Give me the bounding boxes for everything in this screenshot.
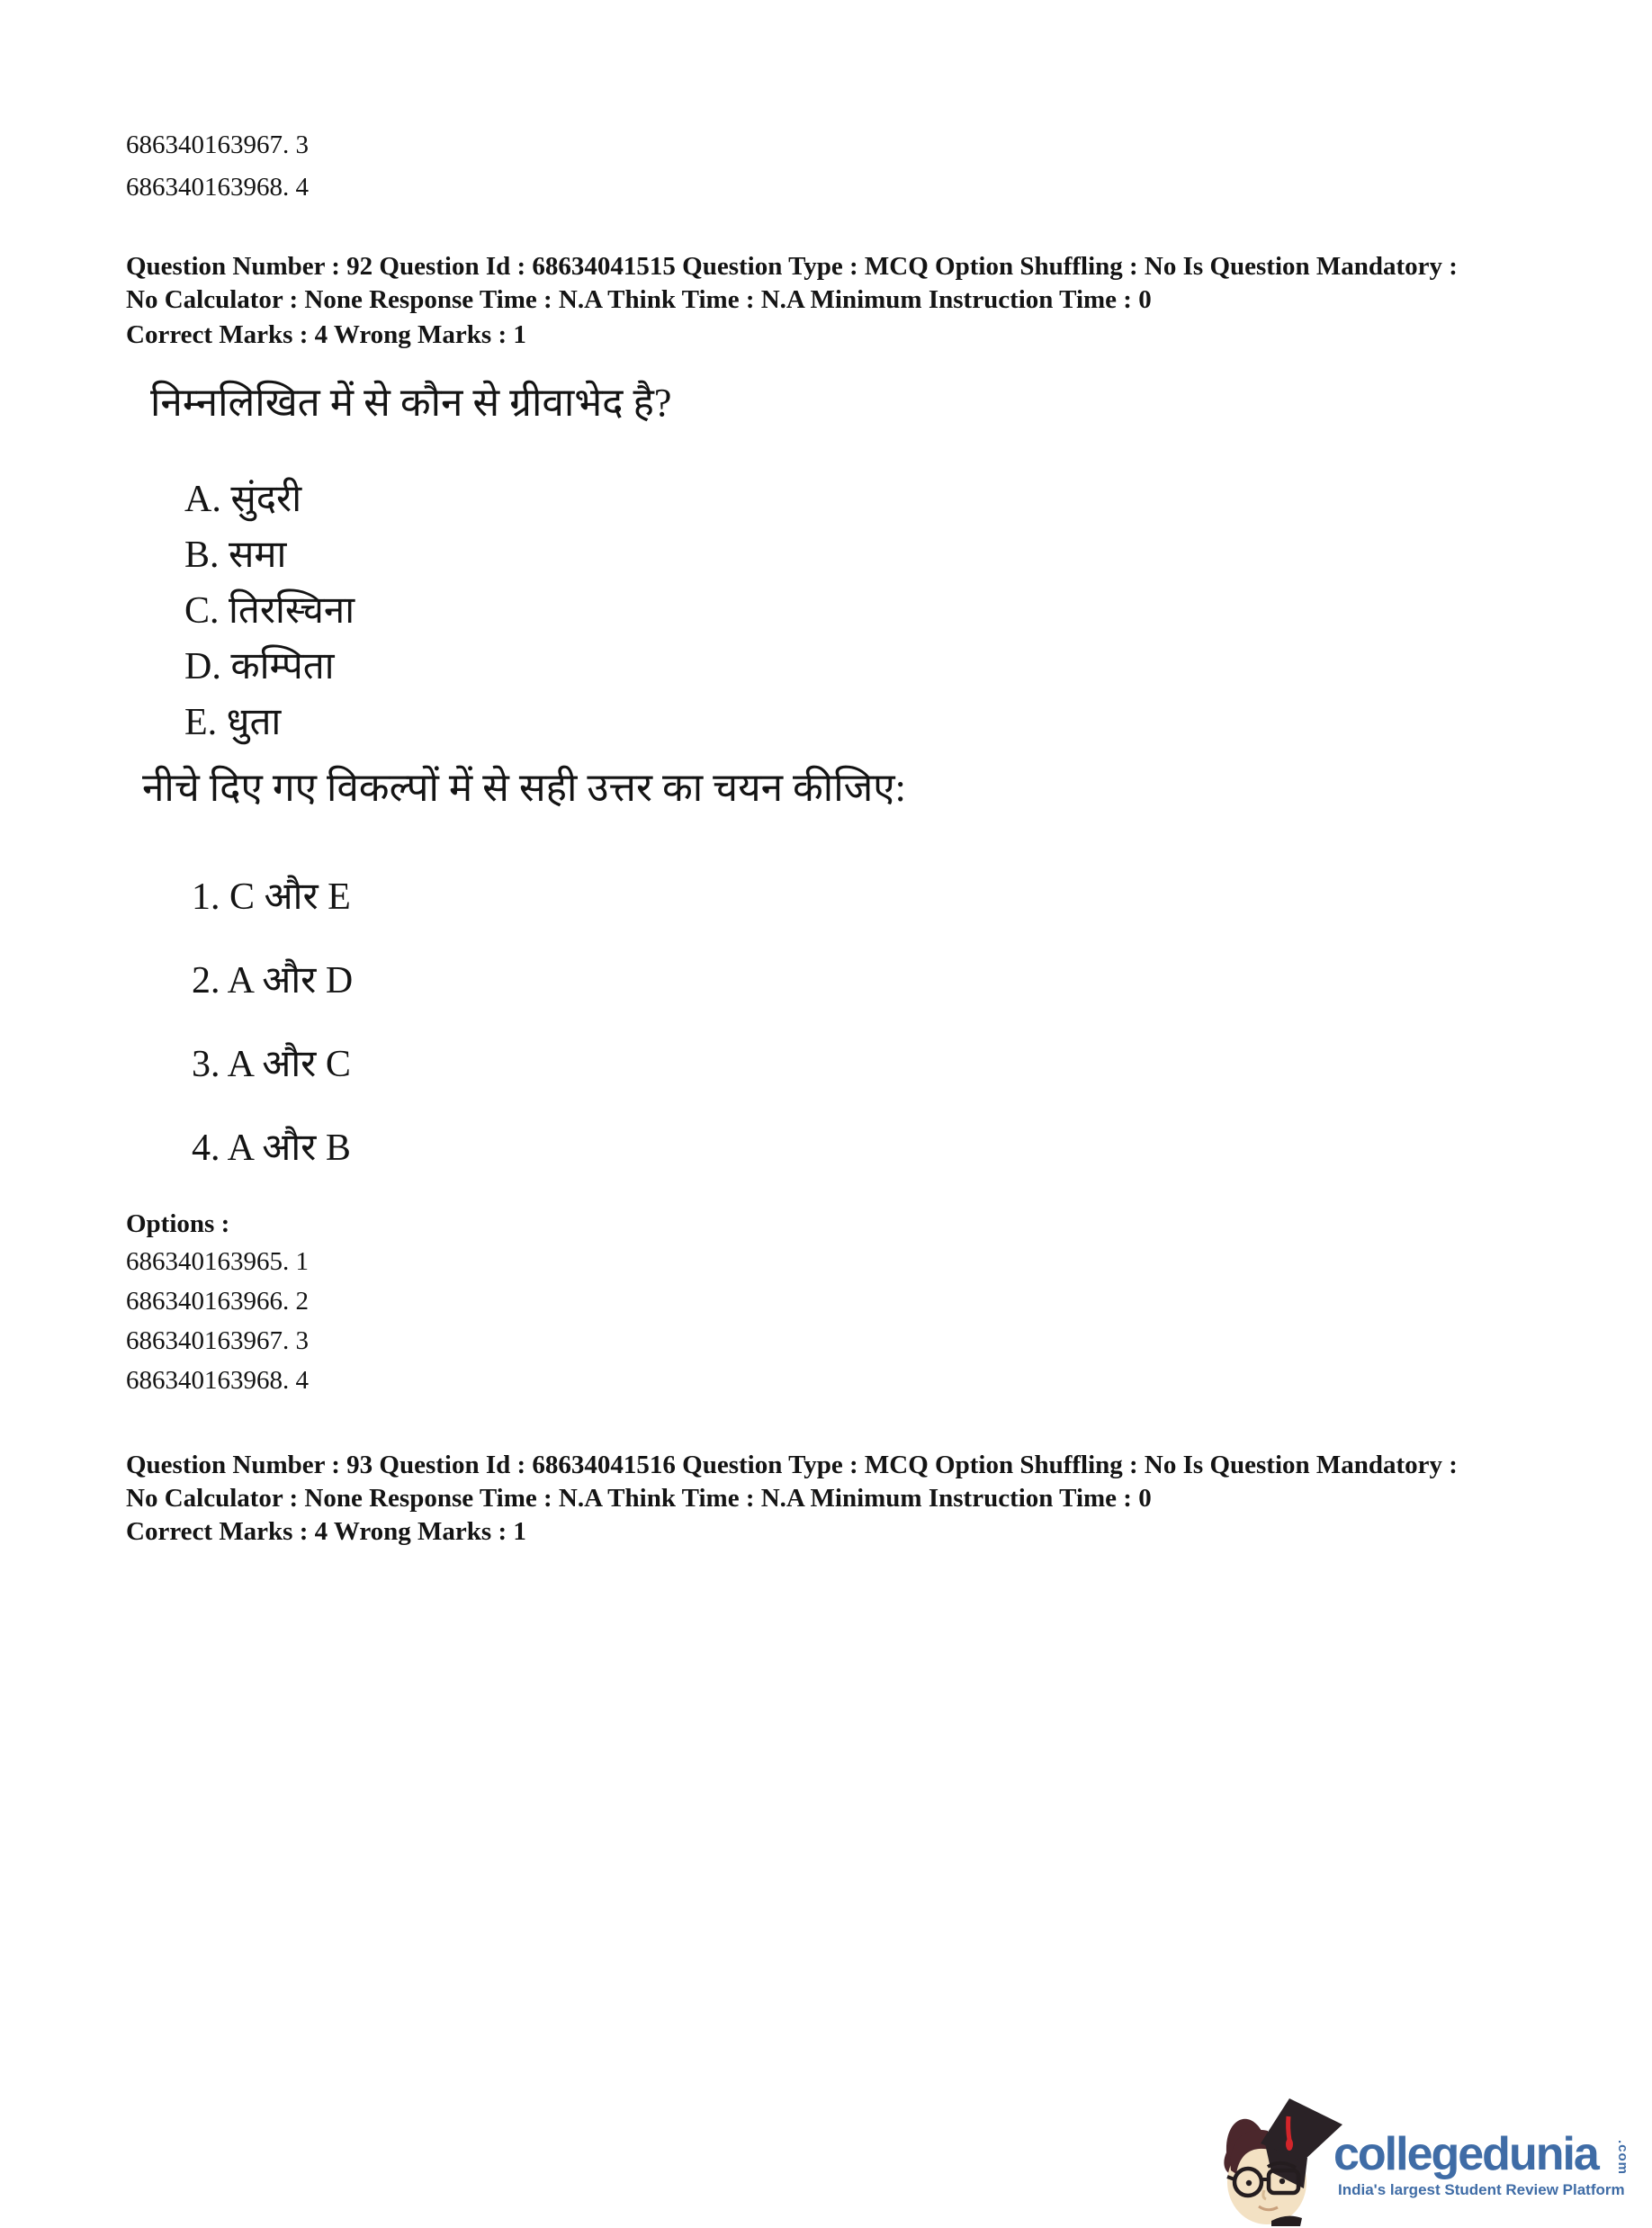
- question-93-meta: [126, 1449, 1602, 1515]
- question-92-instruction: नीचे दिए गए विकल्पों में से सही उत्तर का चयन कीजिए:: [142, 766, 906, 810]
- question-93-meta-line-1: Question Number : 93 Question Id : 68634041516 Question Type : MCQ Option Shuffling : No Is Question Mandatory :: [126, 1451, 1458, 1479]
- question-93-meta-line-2: No Calculator : None Response Time : N.A Think Time : N.A Minimum Instruction Time : 0: [126, 1484, 1152, 1513]
- choice-1: 1. C और E: [192, 876, 351, 918]
- statement-item-c: C. तिरस्चिना: [184, 590, 355, 632]
- question-92-statement-list: [184, 472, 355, 750]
- prev-option-id-line: 686340163968. 4: [126, 173, 309, 202]
- brand-tagline: India's largest Student Review Platform: [1338, 2181, 1625, 2198]
- choice-4: 4. A और B: [192, 1127, 351, 1169]
- question-92-meta: [126, 250, 1602, 317]
- option-id-list: [126, 1247, 309, 1406]
- option-id-line-2: 686340163966. 2: [126, 1287, 309, 1316]
- option-id-line-4: 686340163968. 4: [126, 1366, 309, 1395]
- question-92-marks: Correct Marks : 4 Wrong Marks : 1: [126, 320, 526, 349]
- brand-name: collegedunia: [1333, 2128, 1598, 2180]
- question-93-marks: Correct Marks : 4 Wrong Marks : 1: [126, 1517, 526, 1546]
- option-id-line-3: 686340163967. 3: [126, 1326, 309, 1355]
- question-92-meta-line-2: No Calculator : None Response Time : N.A Think Time : N.A Minimum Instruction Time : 0: [126, 285, 1152, 314]
- statement-item-d: D. कम्पिता: [184, 646, 335, 687]
- statement-item-a: A. सुंदरी: [184, 479, 302, 520]
- prev-option-id-line: 686340163967. 3: [126, 130, 309, 159]
- options-heading: Options :: [126, 1209, 230, 1238]
- question-92-meta-line-1: Question Number : 92 Question Id : 68634041515 Question Type : MCQ Option Shuffling : No Is Question Mandatory :: [126, 252, 1458, 281]
- choice-2: 2. A और D: [192, 960, 354, 1002]
- statement-item-b: B. समा: [184, 535, 287, 576]
- option-id-line-1: 686340163965. 1: [126, 1247, 309, 1276]
- brand-tld: .com: [1615, 2140, 1630, 2176]
- question-92-text: निम्नलिखित में से कौन से ग्रीवाभेद है?: [150, 381, 672, 425]
- question-92-choice-list: [192, 869, 353, 1204]
- choice-3: 3. A और C: [192, 1044, 351, 1085]
- collegedunia-logo: [1215, 2082, 1638, 2224]
- statement-item-e: E. धुता: [184, 702, 282, 743]
